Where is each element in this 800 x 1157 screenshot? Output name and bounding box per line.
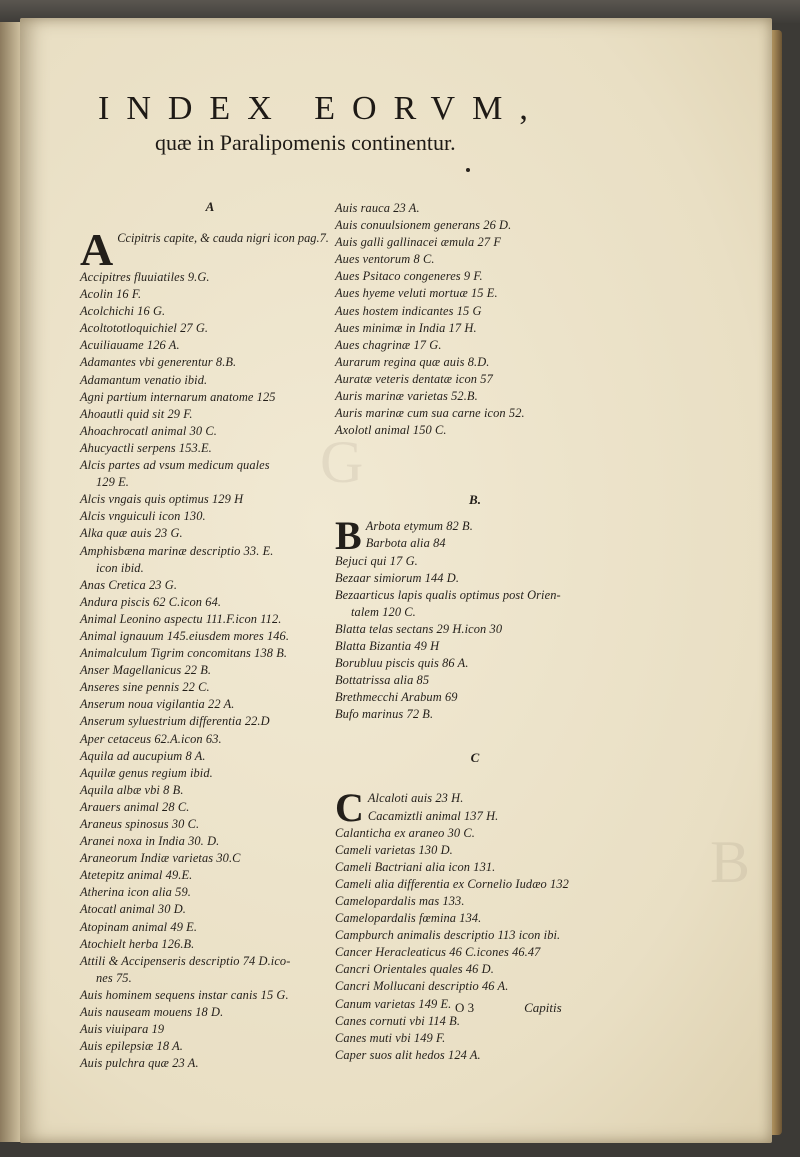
index-entry: Ahucyactli serpens 153.E. <box>80 440 212 455</box>
index-entry: Cameli varietas 130 D. <box>335 842 453 857</box>
page-title: INDEX EORVM, <box>98 90 545 127</box>
index-entry: Aues minimæ in India 17 H. <box>335 320 477 335</box>
index-entry: Bezaar simiorum 144 D. <box>335 570 460 585</box>
index-entry: Auris marinæ varietas 52.B. <box>335 389 478 404</box>
index-entry: icon ibid. <box>96 560 144 575</box>
index-entry: Bezaarticus lapis qualis optimus post Orien- <box>335 587 561 602</box>
index-entry: Atetepitz animal 49.E. <box>80 868 193 883</box>
drop-cap-c: C <box>335 790 364 825</box>
index-entry: Axolotl animal 150 C. <box>335 423 447 438</box>
index-entry: Acolin 16 F. <box>80 287 142 302</box>
index-entry: Borubluu piscis quis 86 A. <box>335 656 469 671</box>
index-entry: Camelopardalis fœmina 134. <box>335 911 482 926</box>
index-entry: Ahoachrocatl animal 30 C. <box>80 423 217 438</box>
index-entry: Ccipitris capite, & cauda nigri icon pag.7. <box>117 231 329 245</box>
index-entry: Animal Leonino aspectu 111.F.icon 112. <box>80 611 282 626</box>
index-entry: Alcis partes ad vsum medicum quales <box>80 458 270 473</box>
index-entry: Auis conuulsionem generans 26 D. <box>335 218 512 233</box>
index-entry: Canes cornuti vbi 114 B. <box>335 1013 461 1028</box>
index-entry: Camelopardalis mas 133. <box>335 894 465 908</box>
index-entry: Aues hyeme veluti mortuæ 15 E. <box>335 286 498 301</box>
index-entries-a <box>80 269 340 1072</box>
section-c-first-entries <box>335 790 615 824</box>
index-entry: Arbota etymum 82 B. <box>365 519 473 534</box>
index-entry: Alcis vngais quis optimus 129 H <box>80 492 244 507</box>
index-entry: Alcaloti auis 23 H. <box>367 791 464 806</box>
index-column-right <box>335 200 615 1064</box>
index-entry: Auis nauseam mouens 18 D. <box>80 1005 224 1020</box>
index-entry: Atochielt herba 126.B. <box>80 936 195 951</box>
index-entry: Blatta Bizantia 49 H <box>335 638 440 653</box>
index-entry: Bufo marinus 72 B. <box>335 707 434 722</box>
section-heading-b: B. <box>469 492 481 508</box>
index-entry: Cacamiztli animal 137 H. <box>367 808 499 823</box>
index-entry: Arauers animal 28 C. <box>80 799 190 814</box>
index-entry: Aper cetaceus 62.A.icon 63. <box>80 731 222 746</box>
index-entry: Aues ventorum 8 C. <box>335 252 435 267</box>
index-entry: Auis epilepsiæ 18 A. <box>80 1039 183 1054</box>
index-entry: Acuiliauame 126 A. <box>80 338 180 353</box>
index-entry: Alka quæ auis 23 G. <box>80 526 183 541</box>
index-entry: Aquilæ genus regium ibid. <box>80 765 213 780</box>
index-entry: Accipitres fluuiatiles 9.G. <box>80 270 210 284</box>
index-entry: Amphisbæna marinæ descriptio 33. E. <box>80 543 274 558</box>
index-entry: Cameli alia differentia ex Cornelio Iudæo 132 <box>335 876 569 891</box>
index-entry: Auris marinæ cum sua carne icon 52. <box>335 406 525 421</box>
index-entry: Auratæ veteris dentatæ icon 57 <box>335 371 493 386</box>
index-entries-b <box>335 553 615 724</box>
index-entry: Acoltototloquichiel 27 G. <box>80 321 209 336</box>
index-entry: Calanticha ex araneo 30 C. <box>335 825 475 840</box>
index-entry: Anas Cretica 23 G. <box>80 577 178 592</box>
index-entry: Brethmecchi Arabum 69 <box>335 690 458 705</box>
index-entry: Adamantes vbi generentur 8.B. <box>80 355 237 370</box>
index-entry: Canes muti vbi 149 F. <box>335 1030 446 1045</box>
index-entry: Araneorum Indiæ varietas 30.C <box>80 851 241 866</box>
index-entry: Ahoautli quid sit 29 F. <box>80 406 193 421</box>
catchword: Capitis <box>524 1000 562 1015</box>
index-entry: Aues chagrinæ 17 G. <box>335 337 442 352</box>
index-entry: Aranei noxa in India 30. D. <box>80 834 220 849</box>
drop-cap-b: B <box>335 518 362 553</box>
page-subtitle: quæ in Paralipomenis continentur. <box>155 130 456 155</box>
index-entry: Adamantum venatio ibid. <box>80 372 208 387</box>
index-entry: Anserum syluestrium differentia 22.D <box>80 714 270 729</box>
bleed-through: G <box>320 429 364 495</box>
index-entry: Auis viuipara 19 <box>80 1022 165 1037</box>
index-entry: Atherina icon alia 59. <box>80 885 191 900</box>
index-entries-c <box>335 825 615 1064</box>
index-entry: Auis hominem sequens instar canis 15 G. <box>80 987 289 1002</box>
index-entry: Atocatl animal 30 D. <box>80 902 186 917</box>
page-footer <box>455 1000 655 1016</box>
index-entry: Cancri Mollucani descriptio 46 A. <box>335 979 509 994</box>
index-entry: Aquila albæ vbi 8 B. <box>80 782 184 797</box>
index-entry: Aues hostem indicantes 15 G <box>335 303 482 318</box>
index-entry: Caper suos alit hedos 124 A. <box>335 1047 481 1062</box>
signature-mark: O 3 <box>455 1000 475 1015</box>
index-entry: nes 75. <box>96 970 132 985</box>
index-entry: Auis rauca 23 A. <box>335 201 420 215</box>
index-entry: Aquila ad aucupium 8 A. <box>80 748 206 763</box>
index-entry: Aues Psitaco congeneres 9 F. <box>335 269 483 284</box>
drop-cap-a: A <box>80 229 114 269</box>
index-entry: talem 120 C. <box>351 604 416 619</box>
section-heading-c: C <box>470 750 480 766</box>
index-entry: Auis pulchra quæ 23 A. <box>80 1056 199 1071</box>
index-entry: Anser Magellanicus 22 B. <box>80 663 212 678</box>
index-entry: Campburch animalis descriptio 113 icon ibi. <box>335 928 561 943</box>
index-entry: Andura piscis 62 C.icon 64. <box>80 594 222 609</box>
index-entry: Canum varietas 149 E. <box>335 996 452 1011</box>
index-entry: Cameli Bactriani alia icon 131. <box>335 859 496 874</box>
index-entry: 129 E. <box>96 475 129 490</box>
section-b-first-entries <box>335 518 615 552</box>
index-entry: Auis galli gallinacei æmula 27 F <box>335 235 501 250</box>
index-entry: Anserum noua vigilantia 22 A. <box>80 697 235 712</box>
index-entry: Barbota alia 84 <box>365 536 446 551</box>
index-entry: Cancer Heracleaticus 46 C.icones 46.47 <box>335 945 541 960</box>
index-entry: Anseres sine pennis 22 C. <box>80 680 210 695</box>
ornament-dot <box>466 168 470 172</box>
index-entry: Blatta telas sectans 29 H.icon 30 <box>335 621 503 636</box>
index-entry: Alcis vnguiculi icon 130. <box>80 509 206 524</box>
index-entry: Bottatrissa alia 85 <box>335 673 430 688</box>
index-entry: Attili & Accipenseris descriptio 74 D.ico- <box>80 953 291 968</box>
index-entry: Agni partium internarum anatome 125 <box>80 389 276 404</box>
index-entry: Acolchichi 16 G. <box>80 304 166 319</box>
index-entry: Araneus spinosus 30 C. <box>80 817 200 831</box>
index-entries-a-continued <box>335 200 615 439</box>
index-entry: Animalculum Tigrim concomitans 138 B. <box>80 646 288 661</box>
index-entry: Cancri Orientales quales 46 D. <box>335 962 494 977</box>
section-heading-a: A <box>205 199 215 214</box>
index-entry: Atopinam animal 49 E. <box>80 919 198 934</box>
index-entry: Aurarum regina quæ auis 8.D. <box>335 354 490 369</box>
index-entry: Animal ignauum 145.eiusdem mores 146. <box>80 628 290 643</box>
index-column-left <box>80 198 340 1072</box>
index-entry: Bejuci qui 17 G. <box>335 553 418 568</box>
bleed-through: B <box>710 829 751 895</box>
section-a-first-entry <box>80 229 340 269</box>
